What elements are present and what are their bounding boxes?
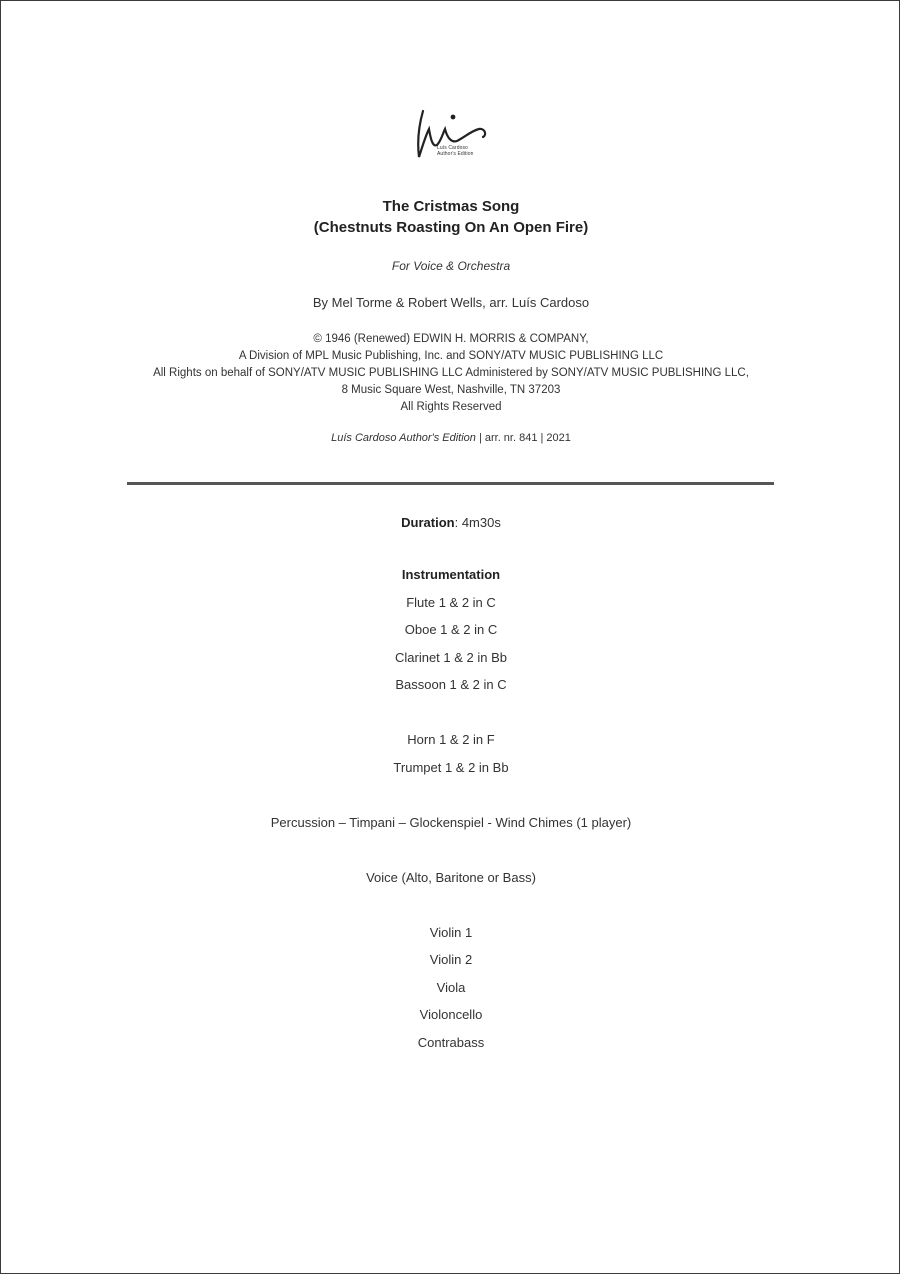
instrument-voice: Voice (Alto, Baritone or Bass) <box>366 870 536 885</box>
author-edition-logo <box>413 107 493 165</box>
instrument-item: Oboe 1 & 2 in C <box>404 622 498 637</box>
instrument-item: Contrabass <box>417 1035 485 1050</box>
title-line-1: The Cristmas Song <box>382 198 520 215</box>
instrument-item: Violoncello <box>419 1007 483 1022</box>
logo-line-1: Luís Cardoso <box>437 145 468 151</box>
title-line-2: (Chestnuts Roasting On An Open Fire) <box>313 219 589 236</box>
instrument-item: Bassoon 1 & 2 in C <box>395 677 507 692</box>
instrument-item: Horn 1 & 2 in F <box>407 732 495 747</box>
copyright-line-2: A Division of MPL Music Publishing, Inc. and SONY/ATV MUSIC PUBLISHING LLC <box>238 350 664 362</box>
edition-name: Luís Cardoso Author's Edition <box>331 432 476 444</box>
instrument-item: Violin 1 <box>429 925 473 940</box>
instrument-item: Viola <box>436 980 466 995</box>
instrument-item: Clarinet 1 & 2 in Bb <box>394 650 507 665</box>
byline: By Mel Torme & Robert Wells, arr. Luís Cardoso <box>312 295 590 310</box>
instrument-item: Violin 2 <box>429 952 473 967</box>
divider <box>127 482 774 485</box>
edition-details: | arr. nr. 841 | 2021 <box>475 432 571 444</box>
logo-line-2: Author's Edition <box>437 151 474 157</box>
duration-label: Duration <box>401 515 455 530</box>
duration-line <box>1 515 900 530</box>
copyright-line-3: All Rights on behalf of SONY/ATV MUSIC PUBLISHING LLC Administered by SONY/ATV MUSIC PUBLISHING LLC, <box>153 367 749 379</box>
duration-value: : 4m30s <box>454 515 501 530</box>
copyright-line-5: All Rights Reserved <box>400 401 502 413</box>
edition-line <box>1 432 900 444</box>
instrumentation-heading: Instrumentation <box>401 567 501 582</box>
copyright-line-1: © 1946 (Renewed) EDWIN H. MORRIS & COMPANY, <box>313 333 589 345</box>
instrument-item: Trumpet 1 & 2 in Bb <box>393 760 509 775</box>
instrument-percussion: Percussion – Timpani – Glockenspiel - Wind Chimes (1 player) <box>270 815 632 830</box>
instrument-item: Flute 1 & 2 in C <box>406 595 496 610</box>
copyright-line-4: 8 Music Square West, Nashville, TN 37203 <box>341 384 561 396</box>
subtitle: For Voice & Orchestra <box>391 259 511 273</box>
